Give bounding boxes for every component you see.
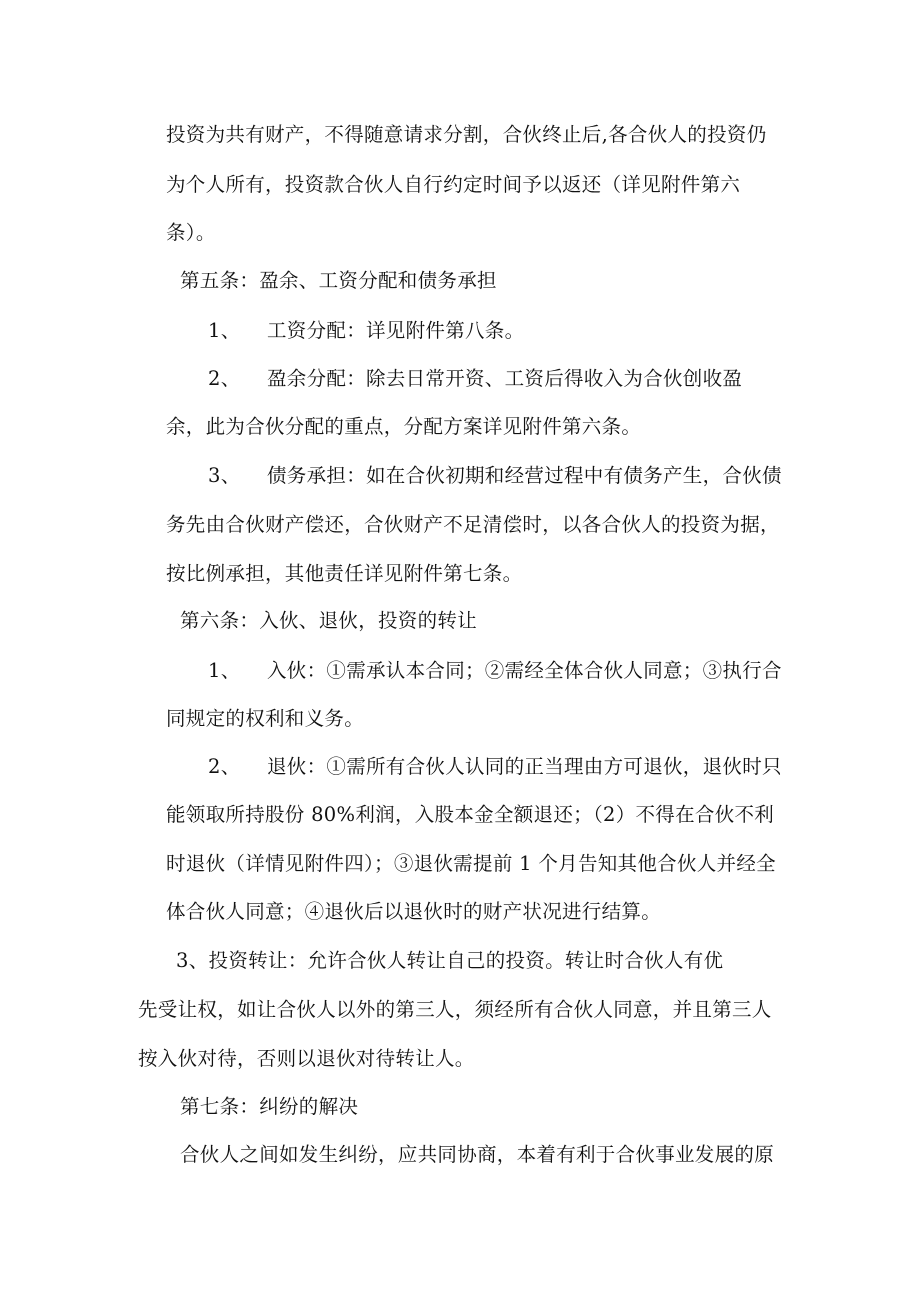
article-7-heading: 第七条：纠纷的解决 [180, 1095, 359, 1118]
paragraph-line: 先受让权，如让合伙人以外的第三人，须经所有合伙人同意，并且第三人 [138, 998, 772, 1021]
item-number: 2、 [208, 755, 241, 778]
article-5-item-2 [208, 366, 742, 392]
item-text: 入伙：①需承认本合同；②需经全体合伙人同意；③执行合 [267, 659, 782, 682]
item-text: 投资转让：允许合伙人转让自己的投资。转让时合伙人有优 [208, 949, 724, 972]
item-number: 3、 [208, 464, 241, 487]
item-number: 3、 [176, 949, 209, 972]
paragraph-line: 为个人所有，投资款合伙人自行约定时间予以返还（详见附件第六 [166, 173, 741, 196]
paragraph-line: 按比例承担，其他责任详见附件第七条。 [166, 562, 523, 585]
paragraph-line: 体合伙人同意；④退伙后以退伙时的财产状况进行结算。 [166, 900, 662, 923]
article-6-item-3 [176, 948, 723, 974]
paragraph-line: 条）。 [166, 221, 216, 244]
article-6-heading: 第六条：入伙、退伙，投资的转让 [180, 609, 478, 632]
paragraph-line: 同规定的权利和义务。 [166, 707, 365, 730]
item-number: 2、 [208, 367, 241, 390]
item-text: 盈余分配：除去日常开资、工资后得收入为合伙创收盈 [267, 367, 743, 390]
article-5-heading: 第五条：盈余、工资分配和债务承担 [180, 269, 497, 292]
item-text: 工资分配：详见附件第八条。 [267, 319, 525, 342]
item-number: 1、 [208, 319, 241, 342]
paragraph-line: 时退伙（详情见附件四）；③退伙需提前 1 个月告知其他合伙人并经全 [166, 852, 776, 875]
paragraph-line: 务先由合伙财产偿还，合伙财产不足清偿时，以各合伙人的投资为据， [166, 513, 780, 536]
article-5-item-1 [208, 318, 524, 344]
paragraph-line: 能领取所持股份 80%利润，入股本金全额退还；（2）不得在合伙不利 [166, 803, 775, 826]
article-6-item-2 [208, 754, 782, 780]
item-text: 退伙：①需所有合伙人认同的正当理由方可退伙，退伙时只 [267, 755, 782, 778]
article-6-item-1 [208, 658, 782, 684]
item-text: 债务承担：如在合伙初期和经营过程中有债务产生，合伙债 [267, 464, 782, 487]
paragraph-line: 合伙人之间如发生纠纷，应共同协商，本着有利于合伙事业发展的原 [180, 1143, 775, 1166]
paragraph-line: 投资为共有财产，不得随意请求分割，合伙终止后,各合伙人的投资仍 [166, 123, 767, 146]
paragraph-line: 按入伙对待，否则以退伙对待转让人。 [138, 1047, 475, 1070]
article-5-item-3 [208, 463, 782, 489]
item-number: 1、 [208, 659, 241, 682]
paragraph-line: 余，此为合伙分配的重点，分配方案详见附件第六条。 [166, 415, 642, 438]
